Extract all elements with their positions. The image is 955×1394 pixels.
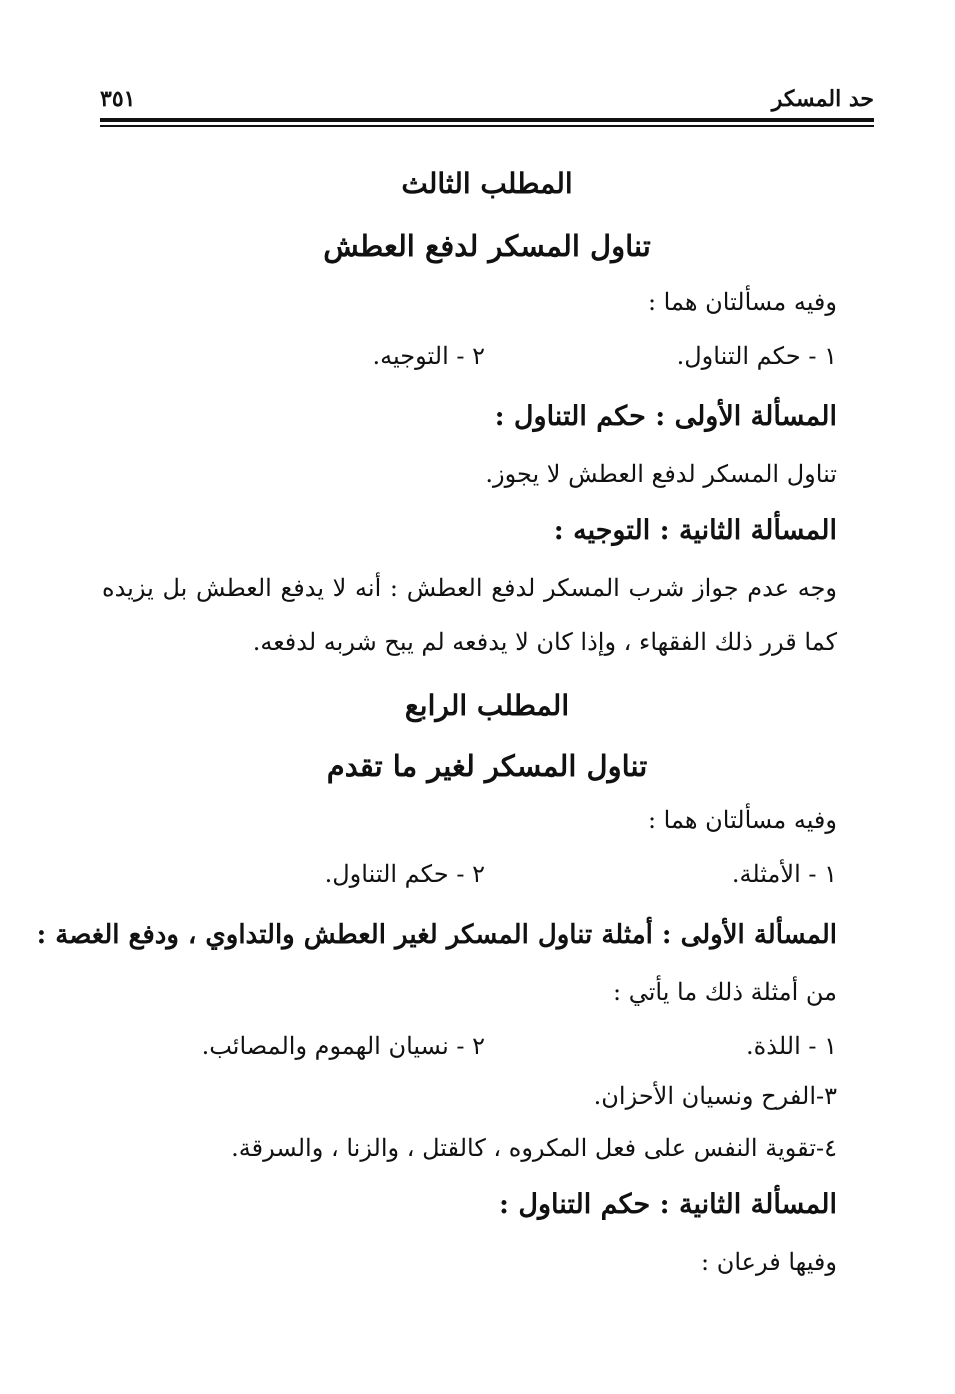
running-head-title: حد المسكر	[771, 86, 874, 112]
section4-intro: وفيه مسألتان هما :	[647, 806, 837, 834]
section3-list-item-2: ٢ - التوجيه.	[372, 342, 485, 370]
section4-example-3: ٣-الفرح ونسيان الأحزان.	[593, 1082, 837, 1110]
section4-list-item-1: ١ - الأمثلة.	[731, 860, 837, 888]
section4-issue2-heading: المسألة الثانية : حكم التناول :	[498, 1189, 837, 1220]
section4-example-2: ٢ - نسيان الهموم والمصائب.	[201, 1032, 485, 1060]
section3-issue2-text-line1: وجه عدم جواز شرب المسكر لدفع العطش : أنه لا يدفع العطش بل يزيده	[102, 574, 837, 602]
page-number: ٣٥١	[100, 86, 136, 112]
header-rule-thick	[100, 118, 874, 122]
section4-example-1: ١ - اللذة.	[746, 1032, 837, 1060]
section4-title: المطلب الرابع	[404, 689, 570, 722]
section4-list-item-2: ٢ - حكم التناول.	[324, 860, 485, 888]
header-rule-thin	[100, 125, 874, 127]
section4-subtitle: تناول المسكر لغير ما تقدم	[326, 749, 648, 783]
section3-list-item-1: ١ - حكم التناول.	[676, 342, 837, 370]
section4-issue2-intro: وفيها فرعان :	[701, 1248, 837, 1276]
section4-examples-intro: من أمثلة ذلك ما يأتي :	[612, 978, 837, 1006]
section4-example-4: ٤-تقوية النفس على فعل المكروه ، كالقتل ، والزنا ، والسرقة.	[231, 1134, 837, 1162]
section3-issue1-heading: المسألة الأولى : حكم التناول :	[494, 401, 837, 432]
section4-issue1-heading: المسألة الأولى : أمثلة تناول المسكر لغير العطش والتداوي ، ودفع الغصة :	[36, 920, 837, 950]
section3-title: المطلب الثالث	[401, 167, 573, 200]
section3-issue2-heading: المسألة الثانية : التوجيه :	[553, 515, 837, 546]
section3-issue2-text-line2: كما قرر ذلك الفقهاء ، وإذا كان لا يدفعه لم يبح شربه لدفعه.	[252, 628, 837, 656]
section3-subtitle: تناول المسكر لدفع العطش	[323, 229, 651, 263]
section3-intro: وفيه مسألتان هما :	[647, 288, 837, 316]
section3-issue1-text: تناول المسكر لدفع العطش لا يجوز.	[485, 460, 837, 488]
running-header	[100, 86, 874, 116]
